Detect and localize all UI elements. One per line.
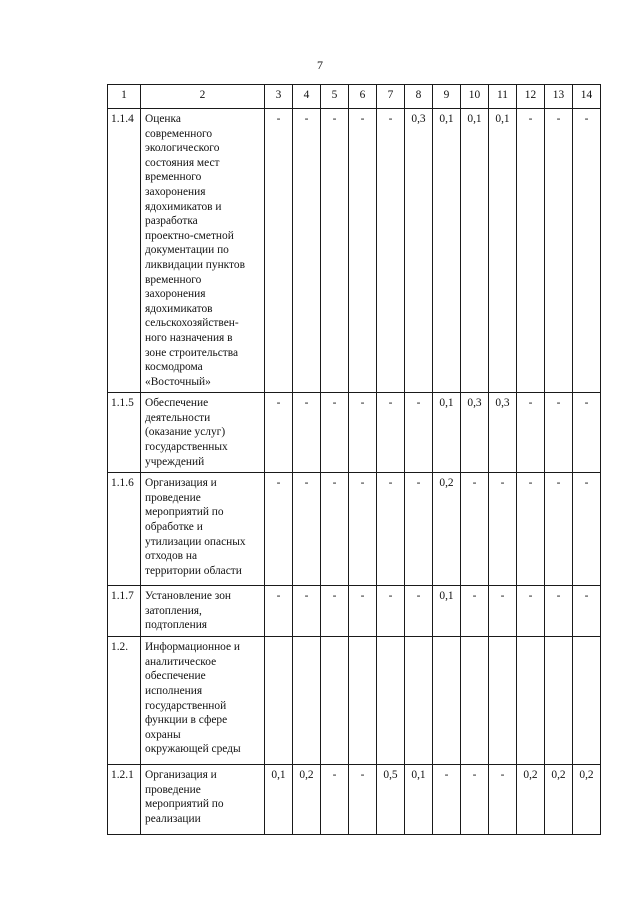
- value-cell: -: [293, 393, 321, 473]
- value-cell: 0,2: [293, 765, 321, 835]
- description-line: экологического: [145, 142, 220, 155]
- value-cell: -: [405, 586, 433, 637]
- value-cell: -: [293, 586, 321, 637]
- header-col-6: 6: [349, 85, 377, 109]
- value-cell: -: [517, 393, 545, 473]
- value-cell: -: [489, 586, 517, 637]
- description-line: документации по: [145, 244, 229, 257]
- value-cell: -: [405, 473, 433, 586]
- value-cell: -: [545, 586, 573, 637]
- value-cell: 0,2: [433, 473, 461, 586]
- description-line: проведение: [145, 783, 201, 796]
- header-col-9: 9: [433, 85, 461, 109]
- description-line: обработке и: [145, 521, 203, 534]
- value-cell: -: [265, 109, 293, 393]
- value-cell: 0,1: [433, 393, 461, 473]
- value-cell: -: [349, 109, 377, 393]
- value-cell: -: [321, 586, 349, 637]
- value-cell: -: [461, 473, 489, 586]
- value-cell: -: [489, 765, 517, 835]
- header-col-8: 8: [405, 85, 433, 109]
- value-cell: -: [321, 765, 349, 835]
- value-cell: [517, 637, 545, 765]
- row-number: 1.1.7: [108, 586, 141, 637]
- value-cell: [545, 637, 573, 765]
- description-line: современного: [145, 127, 213, 140]
- description-line: проектно-сметной: [145, 229, 234, 242]
- value-cell: -: [461, 586, 489, 637]
- table-body: [108, 85, 601, 835]
- value-cell: [573, 637, 601, 765]
- description-line: захоронения: [145, 185, 206, 198]
- header-col-2: 2: [141, 85, 265, 109]
- value-cell: 0,2: [517, 765, 545, 835]
- value-cell: -: [349, 765, 377, 835]
- description-line: зоне строительства: [145, 346, 239, 359]
- page-number: 7: [317, 58, 323, 72]
- description-line: затопления,: [145, 604, 202, 617]
- value-cell: -: [573, 393, 601, 473]
- description-line: утилизации опасных: [145, 535, 246, 548]
- row-number: 1.2.1: [108, 765, 141, 835]
- description-line: обеспечение: [145, 670, 206, 683]
- value-cell: 0,3: [489, 393, 517, 473]
- value-cell: -: [377, 393, 405, 473]
- value-cell: -: [265, 473, 293, 586]
- description-line: (оказание услуг): [145, 426, 226, 439]
- description-line: разработка: [145, 215, 198, 228]
- description-line: ликвидации пунктов: [145, 258, 245, 271]
- header-col-7: 7: [377, 85, 405, 109]
- value-cell: -: [517, 473, 545, 586]
- value-cell: -: [293, 473, 321, 586]
- header-col-3: 3: [265, 85, 293, 109]
- description-line: «Восточный»: [145, 375, 211, 388]
- value-cell: [265, 637, 293, 765]
- description-line: государственной: [145, 699, 227, 712]
- header-col-1: 1: [108, 85, 141, 109]
- value-cell: 0,1: [433, 109, 461, 393]
- value-cell: -: [349, 473, 377, 586]
- description-line: сельскохозяйствен-: [145, 317, 239, 330]
- value-cell: 0,1: [433, 586, 461, 637]
- value-cell: -: [293, 109, 321, 393]
- value-cell: [293, 637, 321, 765]
- value-cell: 0,2: [573, 765, 601, 835]
- value-cell: 0,1: [461, 109, 489, 393]
- value-cell: -: [321, 473, 349, 586]
- value-cell: 0,1: [405, 765, 433, 835]
- description-line: ядохимикатов: [145, 302, 213, 315]
- value-cell: -: [433, 765, 461, 835]
- value-cell: -: [573, 586, 601, 637]
- value-cell: [433, 637, 461, 765]
- value-cell: -: [377, 586, 405, 637]
- description-line: Организация и: [145, 769, 217, 782]
- value-cell: 0,3: [461, 393, 489, 473]
- row-description: [141, 765, 265, 835]
- value-cell: [349, 637, 377, 765]
- description-line: территории области: [145, 564, 242, 577]
- description-line: государственных: [145, 441, 228, 454]
- description-line: состояния мест: [145, 156, 220, 169]
- header-col-4: 4: [293, 85, 321, 109]
- description-line: подтопления: [145, 619, 208, 632]
- table-row: [108, 586, 601, 637]
- value-cell: -: [349, 393, 377, 473]
- header-col-10: 10: [461, 85, 489, 109]
- value-cell: -: [377, 109, 405, 393]
- value-cell: -: [545, 393, 573, 473]
- value-cell: -: [517, 109, 545, 393]
- table-header-row: [108, 85, 601, 109]
- value-cell: 0,3: [405, 109, 433, 393]
- row-number: 1.1.5: [108, 393, 141, 473]
- value-cell: 0,1: [489, 109, 517, 393]
- description-line: мероприятий по: [145, 506, 224, 519]
- value-cell: -: [265, 586, 293, 637]
- value-cell: [489, 637, 517, 765]
- description-line: временного: [145, 171, 202, 184]
- value-cell: -: [573, 473, 601, 586]
- row-description: [141, 586, 265, 637]
- header-col-11: 11: [489, 85, 517, 109]
- row-description: [141, 637, 265, 765]
- description-line: Установление зон: [145, 590, 232, 603]
- table-row: [108, 765, 601, 835]
- description-line: проведение: [145, 491, 201, 504]
- value-cell: -: [321, 109, 349, 393]
- description-line: Информационное и: [145, 641, 241, 654]
- description-line: Оценка: [145, 113, 181, 125]
- table-row: [108, 109, 601, 393]
- value-cell: -: [545, 473, 573, 586]
- value-cell: [461, 637, 489, 765]
- value-cell: -: [405, 393, 433, 473]
- description-line: космодрома: [145, 361, 203, 374]
- header-col-5: 5: [321, 85, 349, 109]
- value-cell: [405, 637, 433, 765]
- value-cell: -: [461, 765, 489, 835]
- value-cell: -: [377, 473, 405, 586]
- row-description: [141, 393, 265, 473]
- value-cell: -: [349, 586, 377, 637]
- budget-table: [107, 84, 601, 835]
- value-cell: 0,1: [265, 765, 293, 835]
- value-cell: 0,2: [545, 765, 573, 835]
- row-number: 1.1.4: [108, 109, 141, 393]
- row-number: 1.2.: [108, 637, 141, 765]
- description-line: отходов на: [145, 550, 198, 563]
- value-cell: -: [321, 393, 349, 473]
- header-col-12: 12: [517, 85, 545, 109]
- table-row: [108, 393, 601, 473]
- value-cell: [321, 637, 349, 765]
- description-line: исполнения: [145, 685, 203, 698]
- description-line: захоронения: [145, 288, 206, 301]
- value-cell: -: [265, 393, 293, 473]
- description-line: ядохимикатов и: [145, 200, 222, 213]
- value-cell: -: [573, 109, 601, 393]
- description-line: временного: [145, 273, 202, 286]
- table-row: [108, 473, 601, 586]
- value-cell: -: [489, 473, 517, 586]
- description-line: окружающей среды: [145, 743, 241, 756]
- description-line: деятельности: [145, 411, 211, 424]
- description-line: охраны: [145, 728, 181, 741]
- description-line: аналитическое: [145, 655, 217, 668]
- description-line: функции в сфере: [145, 714, 228, 727]
- description-line: Организация и: [145, 477, 217, 490]
- description-line: Обеспечение: [145, 397, 209, 410]
- description-line: мероприятий по: [145, 798, 224, 811]
- value-cell: -: [545, 109, 573, 393]
- description-line: учреждений: [145, 455, 205, 468]
- header-col-13: 13: [545, 85, 573, 109]
- header-col-14: 14: [573, 85, 601, 109]
- description-line: реализации: [145, 813, 201, 826]
- value-cell: [377, 637, 405, 765]
- row-description: [141, 109, 265, 393]
- description-line: ного назначения в: [145, 331, 233, 344]
- table-row: [108, 637, 601, 765]
- row-description: [141, 473, 265, 586]
- row-number: 1.1.6: [108, 473, 141, 586]
- value-cell: -: [517, 586, 545, 637]
- value-cell: 0,5: [377, 765, 405, 835]
